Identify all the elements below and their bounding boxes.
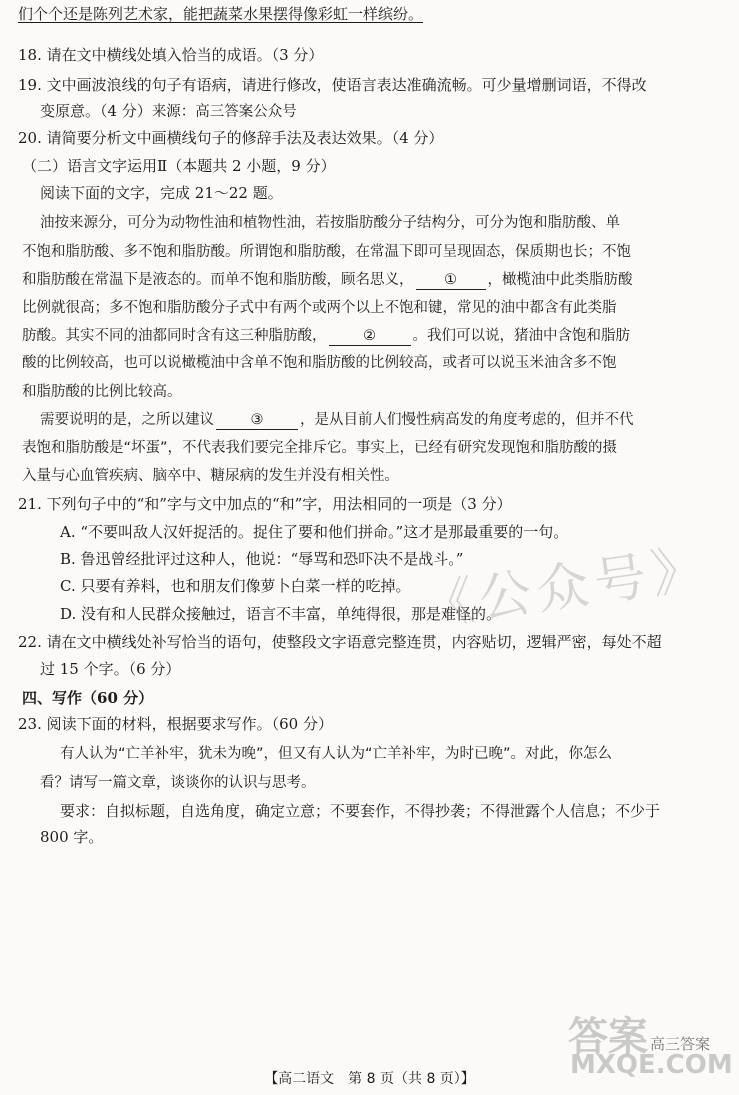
option-a: A. “不要叫敌人汉奸捉活的。捉住了要和他们拼命。”这才是那最重要的一句。 [60, 523, 569, 541]
question-20: 20. 请简要分析文中画横线句子的修辞手法及表达效果。（4 分） [18, 129, 444, 147]
passage-p1-line5 [22, 326, 630, 346]
blank-3: ③ [216, 411, 298, 430]
question-21: 21. 下列句子中的“和”字与文中加点的“和”字，用法相同的一项是（3 分） [18, 495, 512, 513]
passage-p1-line1: 油按来源分，可分为动物性油和植物性油，若按脂肪酸分子结构分，可分为饱和脂肪酸、单 [40, 215, 620, 231]
passage-p1-line3 [22, 270, 633, 290]
passage-p1-line5-a: 肪酸。其实不同的油都同时含有这三种脂肪酸， [22, 328, 327, 344]
option-c: C. 只要有养料，也和朋友们像萝卜白菜一样的吃掉。 [60, 577, 411, 595]
question-19-cont [40, 101, 297, 122]
passage-p2-line1-b: ，是从目前人们慢性病高发的角度考虑的，但并不代 [300, 412, 634, 428]
passage-p2-line1-a: 需要说明的是，之所以建议 [40, 412, 214, 428]
question-23-requirement: 要求：自拟标题，自选角度，确定立意；不要套作，不得抄袭；不得泄露个人信息；不少于 [60, 802, 661, 820]
option-d: D. 没有和人民群众接触过，语言不丰富，单纯得很，那是难怪的。 [60, 605, 502, 623]
passage-p1-line2: 不饱和脂肪酸、多不饱和脂肪酸。所谓饱和脂肪酸，在常温下即可呈现固态，保质期也长；不饱 [22, 244, 631, 260]
section-4-heading: 四、写作（60 分） [22, 689, 154, 707]
question-18: 18. 请在文中横线处填入恰当的成语。（3 分） [18, 46, 324, 64]
question-19-text: 变原意。（4 分） [40, 102, 152, 120]
question-23-requirement-cont: 800 字。 [40, 828, 104, 846]
question-19-source: 来源：高三答案公众号 [151, 104, 297, 120]
section-2-heading: （二）语言文字运用Ⅱ（本题共 2 小题，9 分） [22, 157, 336, 175]
question-22-cont: 过 15 个字。（6 分） [40, 660, 181, 678]
passage-p1-line4: 比例就很高；多不饱和脂肪酸分子式中有两个或两个以上不饱和键，常见的油中都含有此类脂 [22, 300, 617, 316]
passage-p1-line6: 酸的比例较高，也可以说橄榄油中含单不饱和脂肪酸的比例较高，或者可以说玉米油含多不饱 [22, 355, 617, 371]
top-line: 们个个还是陈列艺术家，能把蔬菜水果摆得像彩虹一样缤纷。 [18, 5, 424, 23]
passage-p1-line7: 和脂肪酸的比例比较高。 [22, 384, 182, 400]
passage-p1-line3-b: ，橄榄油中此类脂肪酸 [487, 272, 633, 288]
blank-2: ② [329, 327, 411, 346]
passage-p2-line2: 表饱和脂肪酸是“坏蛋”，不代表我们要完全排斥它。事实上，已经有研究发现饱和脂肪酸的摄 [22, 440, 618, 456]
question-23-material-line2: 看？请写一篇文章，谈谈你的认识与思考。 [40, 775, 316, 791]
passage-p2-line3: 入量与心血管疾病、脑卒中、糖尿病的发生并没有相关性。 [22, 468, 399, 484]
reading-intro: 阅读下面的文字，完成 21～22 题。 [40, 184, 283, 202]
watermark-center: 《公众号》 [418, 538, 714, 638]
question-22: 22. 请在文中横线处补写恰当的语句，使整段文字语意完整连贯，内容贴切，逻辑严密，每处不超 [18, 633, 662, 651]
watermark-corner-url: MXQE.COM [570, 1050, 733, 1080]
blank-1: ① [416, 271, 486, 290]
watermark-corner-logo: 答案 [568, 1014, 648, 1060]
watermark-corner-account: 高三答案 [650, 1035, 711, 1053]
passage-p2-line1 [40, 410, 634, 430]
passage-p1-line5-b: 。我们可以说，猪油中含饱和脂肪 [412, 328, 630, 344]
question-23: 23. 阅读下面的材料，根据要求写作。（60 分） [18, 715, 333, 733]
question-19: 19. 文中画波浪线的句子有语病，请进行修改，使语言表达准确流畅。可少量增删词语，不得改 [18, 76, 647, 94]
passage-p1-line3-a: 和脂肪酸在常温下是液态的。而单不饱和脂肪酸，顾名思义， [22, 272, 414, 288]
page-footer: 【高二语文 第 8 页（共 8 页）】 [264, 1071, 475, 1087]
option-b: B. 鲁迅曾经批评过这种人，他说：“辱骂和恐吓决不是战斗。” [60, 550, 464, 568]
question-23-material-line1: 有人认为“亡羊补牢，犹未为晚”，但又有人认为“亡羊补牢，为时已晚”。对此，你怎么 [60, 746, 613, 762]
